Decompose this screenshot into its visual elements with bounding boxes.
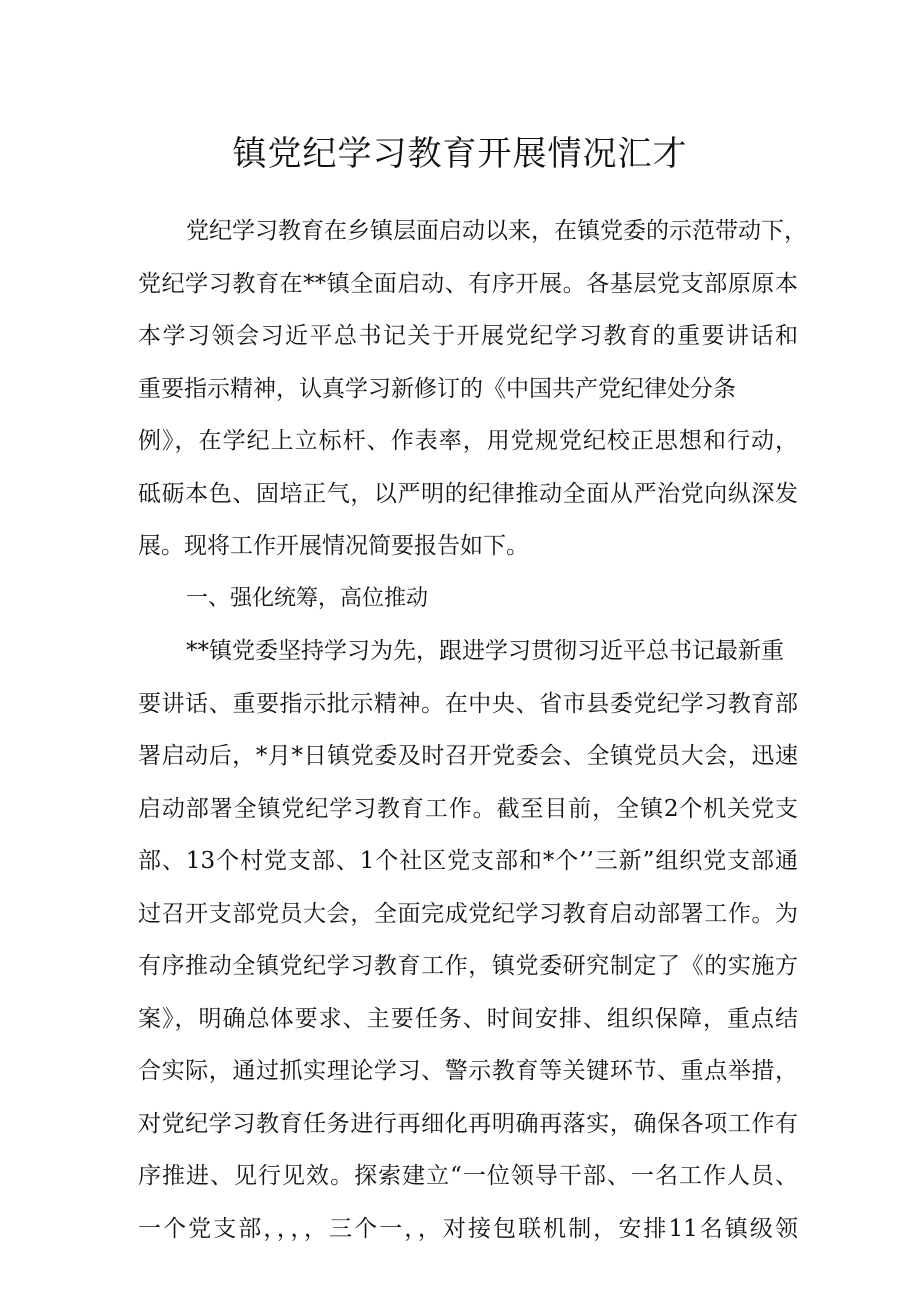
paragraph-line: 过召开支部党员大会，全面完成党纪学习教育启动部署工作。为: [138, 900, 798, 927]
paragraph-line: 要讲话、重要指示批示精神。在中央、省市县委党纪学习教育部: [138, 690, 798, 717]
paragraph-line: **镇党委坚持学习为先，跟进学习贯彻习近平总书记最新重: [186, 638, 784, 664]
section-heading: 一、强化统筹，高位推动: [186, 585, 429, 611]
paragraph-line: 党纪学习教育在**镇全面启动、有序开展。各基层党支部原原本: [138, 270, 798, 297]
document-title: 镇党纪学习教育开展情况汇才: [232, 134, 688, 174]
paragraph-line: 本学习领会习近平总书记关于开展党纪学习教育的重要讲话和: [138, 323, 798, 349]
paragraph-line: 有序推动全镇党纪学习教育工作，镇党委研究制定了《的实施方: [138, 953, 798, 979]
paragraph-line: 署启动后，*月*日镇党委及时召开党委会、全镇党员大会，迅速: [138, 743, 798, 769]
paragraph-line: 砥砺本色、固培正气，以严明的纪律推动全面从严治党向纵深发: [138, 480, 798, 507]
paragraph-line: 序推进、见行见效。探索建立“一位领导干部、一名工作人员、: [138, 1163, 798, 1189]
paragraph-line: 重要指示精神，认真学习新修订的《中国共产党纪律处分条: [138, 375, 736, 402]
paragraph-line: 对党纪学习教育任务进行再细化再明确再落实，确保各项工作有: [138, 1110, 798, 1137]
document-body: [138, 205, 807, 1255]
paragraph-line: 展。现将工作开展情况简要报告如下。: [138, 533, 529, 559]
paragraph-line: 启动部署全镇党纪学习教育工作。截至目前，全镇2个机关党支: [138, 795, 798, 822]
paragraph-line: 例》，在学纪上立标杆、作表率，用党规党纪校正思想和行动，: [138, 428, 798, 454]
paragraph-line: 案》，明确总体要求、主要任务、时间安排、组织保障，重点结: [138, 1005, 798, 1032]
paragraph-line: 合实际，通过抓实理论学习、警示教育等关键环节、重点举措，: [138, 1058, 798, 1084]
paragraph-line: 部、13个村党支部、1个社区党支部和*个’’三新”组织党支部通: [138, 848, 798, 874]
paragraph-line: 党纪学习教育在乡镇层面启动以来，在镇党委的示范带动下，: [186, 218, 807, 244]
paragraph-line: 一个党支部，，，，三个一，，对接包联机制，安排11名镇级领: [138, 1215, 798, 1242]
